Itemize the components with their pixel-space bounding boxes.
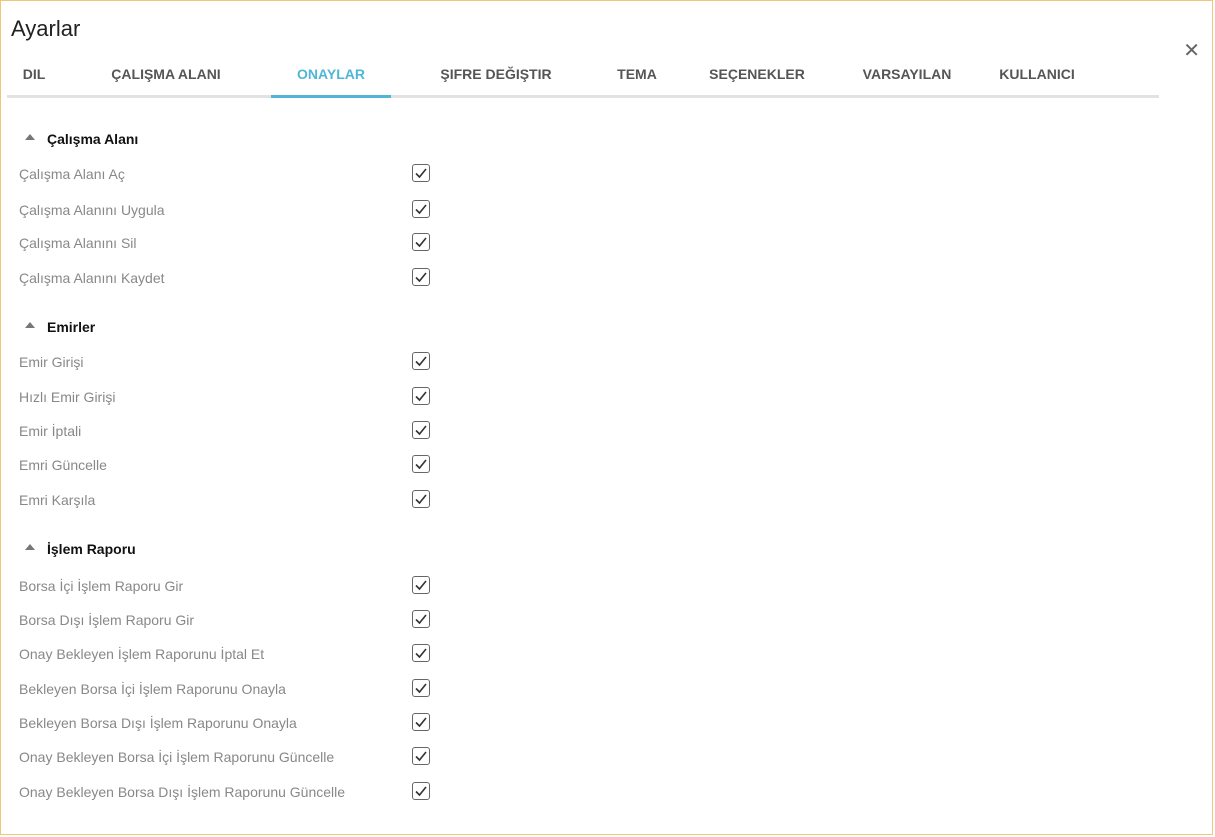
setting-checkbox[interactable] — [412, 747, 430, 765]
tab-onaylar[interactable]: ONAYLAR — [271, 58, 391, 95]
setting-checkbox[interactable] — [412, 387, 430, 405]
approvals-panel — [1, 101, 1214, 801]
setting-checkbox[interactable] — [412, 679, 430, 697]
setting-label: Emir İptali — [19, 423, 82, 439]
setting-row — [19, 198, 439, 222]
setting-label: Onay Bekleyen İşlem Raporunu İptal Et — [19, 646, 265, 662]
dialog-title: Ayarlar — [11, 16, 81, 41]
setting-row — [19, 266, 439, 290]
tab-tema[interactable]: TEMA — [617, 66, 657, 82]
setting-row — [19, 231, 439, 255]
setting-row — [19, 574, 439, 598]
setting-row — [19, 385, 439, 409]
setting-checkbox[interactable] — [412, 782, 430, 800]
setting-label: Emri Karşıla — [19, 492, 96, 508]
collapse-caret-icon — [25, 322, 35, 328]
collapse-caret-icon — [25, 544, 35, 550]
setting-checkbox[interactable] — [412, 421, 430, 439]
setting-label: Bekleyen Borsa Dışı İşlem Raporunu Onayla — [19, 715, 297, 731]
setting-checkbox[interactable] — [412, 200, 430, 218]
setting-checkbox[interactable] — [412, 233, 430, 251]
setting-row — [19, 711, 439, 735]
setting-label: Onay Bekleyen Borsa Dışı İşlem Raporunu Güncelle — [19, 784, 346, 800]
section-header-calisma-alani[interactable] — [25, 131, 138, 147]
tab-dil[interactable]: DIL — [22, 66, 46, 82]
setting-row — [19, 419, 439, 443]
setting-label: Borsa İçi İşlem Raporu Gir — [19, 578, 184, 594]
section-title: İşlem Raporu — [47, 541, 136, 557]
setting-label: Çalışma Alanı Aç — [19, 166, 125, 182]
setting-row — [19, 677, 439, 701]
setting-label: Onay Bekleyen Borsa İçi İşlem Raporunu Güncelle — [19, 749, 335, 765]
setting-row — [19, 780, 439, 804]
tab-varsayilan[interactable]: VARSAYILAN — [862, 66, 952, 82]
section-title: Çalışma Alanı — [47, 131, 139, 147]
setting-checkbox[interactable] — [412, 644, 430, 662]
setting-row — [19, 745, 439, 769]
setting-label: Borsa Dışı İşlem Raporu Gir — [19, 612, 195, 628]
setting-checkbox[interactable] — [412, 268, 430, 286]
setting-row — [19, 453, 439, 477]
setting-row — [19, 162, 439, 186]
setting-checkbox[interactable] — [412, 164, 430, 182]
collapse-caret-icon — [25, 134, 35, 140]
section-header-islem-raporu[interactable] — [25, 541, 136, 557]
tab-sifre-degistir[interactable]: ŞIFRE DEĞIŞTIR — [440, 66, 552, 82]
tab-bar — [7, 58, 1159, 98]
setting-row — [19, 642, 439, 666]
setting-label: Çalışma Alanını Uygula — [19, 202, 165, 218]
setting-checkbox[interactable] — [412, 576, 430, 594]
tab-kullanici[interactable]: KULLANICI — [999, 66, 1075, 82]
setting-label: Çalışma Alanını Sil — [19, 235, 137, 251]
close-icon[interactable]: ✕ — [1183, 40, 1200, 62]
tab-secenekler[interactable]: SEÇENEKLER — [709, 66, 805, 82]
section-header-emirler[interactable] — [25, 319, 95, 335]
setting-row — [19, 350, 439, 374]
setting-label: Çalışma Alanını Kaydet — [19, 270, 165, 286]
setting-label: Emir Girişi — [19, 354, 84, 370]
tab-calisma-alani[interactable]: ÇALIŞMA ALANI — [111, 66, 221, 82]
setting-checkbox[interactable] — [412, 713, 430, 731]
setting-checkbox[interactable] — [412, 610, 430, 628]
setting-row — [19, 488, 439, 512]
setting-label: Emri Güncelle — [19, 457, 107, 473]
setting-row — [19, 608, 439, 632]
setting-label: Bekleyen Borsa İçi İşlem Raporunu Onayla — [19, 681, 286, 697]
setting-checkbox[interactable] — [412, 352, 430, 370]
setting-checkbox[interactable] — [412, 490, 430, 508]
section-title: Emirler — [47, 319, 96, 335]
setting-checkbox[interactable] — [412, 455, 430, 473]
setting-label: Hızlı Emir Girişi — [19, 389, 116, 405]
